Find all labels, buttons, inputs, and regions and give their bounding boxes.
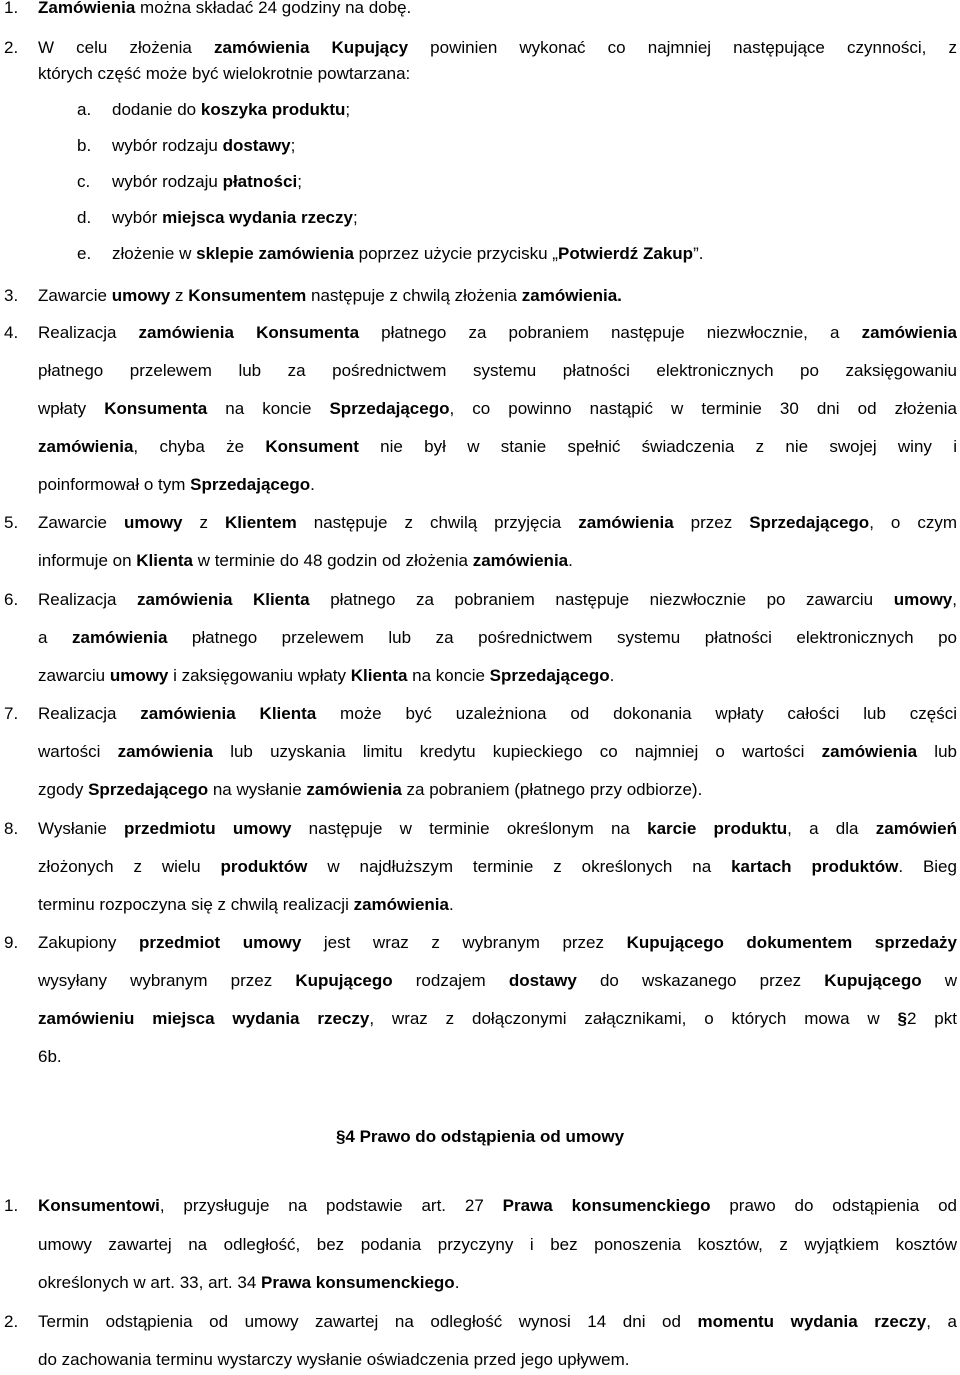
- bold-term: Klienta: [350, 666, 408, 685]
- bold-term: Sprzedającego: [329, 399, 450, 418]
- sub-item-letter: a.: [77, 100, 92, 119]
- text-run: ;: [297, 172, 302, 191]
- list-item-3-line: [38, 286, 622, 306]
- text-run: wartości: [38, 742, 118, 761]
- bold-term: sklepie zamówienia: [196, 244, 354, 263]
- withdrawal-item-2-line: [38, 1350, 630, 1370]
- text-run: , chyba że: [133, 437, 266, 456]
- bold-term: Kupującego: [824, 971, 922, 990]
- text-run: na koncie: [407, 666, 490, 685]
- text-run: , przysługuje na podstawie art. 27: [159, 1196, 503, 1215]
- text-run: Zakupiony: [38, 933, 139, 952]
- text-run: w: [921, 971, 957, 990]
- text-run: z: [170, 286, 189, 305]
- bold-term: Zamówienia: [38, 0, 136, 17]
- text-run: lub uzyskania limitu kredytu kupieckiego co najmniej o wartości: [212, 742, 822, 761]
- text-run: których część może być wielokrotnie powtarzana:: [38, 64, 411, 83]
- text-run: ,: [952, 590, 957, 609]
- list-item-4-line: [38, 437, 957, 457]
- list-item-6-number: 6.: [4, 590, 19, 609]
- text-run: ;: [290, 136, 296, 155]
- list-item-9-line: [38, 1009, 957, 1029]
- text-run: .: [310, 475, 315, 494]
- bold-term: Kupującego: [295, 971, 393, 990]
- text-run: na wysłanie: [208, 780, 307, 799]
- withdrawal-item-1-line: [38, 1235, 957, 1255]
- bold-term: karcie produktu: [647, 819, 788, 838]
- list-item-6-line: [38, 666, 614, 686]
- text-run: płatnego przelewem lub za pośrednictwem systemu płatności elektronicznych po: [167, 628, 957, 647]
- list-item-2-line: [38, 64, 410, 84]
- bold-term: przedmiotu umowy: [124, 819, 292, 838]
- text-run: Realizacja: [38, 704, 141, 723]
- bold-term: koszyka produktu: [200, 100, 346, 119]
- text-run: zawarciu: [38, 666, 110, 685]
- withdrawal-item-2-number: 2.: [4, 1312, 19, 1331]
- text-run: powinien wykonać co najmniej następujące czynności, z: [408, 38, 957, 57]
- text-run: rodzajem: [392, 971, 509, 990]
- sub-item-letter: b.: [77, 136, 92, 155]
- bold-term: zamówienia Konsumenta: [138, 323, 360, 342]
- list-item-5-number: 5.: [4, 513, 19, 532]
- text-run: . Bieg: [898, 857, 957, 876]
- text-run: zgody: [38, 780, 89, 799]
- withdrawal-item-1-number: 1.: [4, 1196, 19, 1215]
- text-run: W celu złożenia: [38, 38, 214, 57]
- list-item-4-line: [38, 323, 957, 343]
- text-run: w terminie do 48 godzin od złożenia: [192, 551, 473, 570]
- sub-item-text: [112, 244, 703, 264]
- bold-term: zamówienia: [71, 628, 168, 647]
- text-run: , wraz z dołączonymi załącznikami, o których mowa w: [369, 1009, 898, 1028]
- list-item-7-line: [38, 704, 957, 724]
- sub-item-text: [112, 100, 350, 120]
- bold-term: §: [897, 1009, 907, 1028]
- text-run: z: [182, 513, 225, 532]
- bold-term: miejsca wydania rzeczy: [162, 208, 353, 227]
- text-run: , a: [926, 1312, 957, 1331]
- bold-term: Konsument: [265, 437, 359, 456]
- text-run: ;: [352, 208, 358, 227]
- bold-term: umowy: [109, 666, 169, 685]
- text-run: określonych w art. 33, art. 34: [38, 1273, 261, 1292]
- bold-term: umowy: [123, 513, 183, 532]
- bold-term: zamówienia: [117, 742, 213, 761]
- text-run: Wysłanie: [38, 819, 125, 838]
- text-run: prawo do odstąpienia od: [710, 1196, 957, 1215]
- text-run: dodanie do: [112, 100, 201, 119]
- text-run: do zachowania terminu wystarczy wysłanie oświadczenia przed jego upływem.: [38, 1350, 630, 1369]
- bold-term: zamówienia: [472, 551, 569, 570]
- list-item-2-number: 2.: [4, 38, 19, 57]
- list-item-4-line: [38, 399, 957, 419]
- text-run: informuje on: [38, 551, 137, 570]
- text-run: złożonych z wielu: [38, 857, 221, 876]
- text-run: na koncie: [207, 399, 330, 418]
- bold-term: Sprzedającego: [489, 666, 610, 685]
- sub-item-text: [112, 172, 302, 192]
- bold-term: umowy: [893, 590, 953, 609]
- bold-term: zamówienia Klienta: [136, 590, 310, 609]
- bold-term: zamówień: [875, 819, 957, 838]
- text-run: Zawarcie: [38, 286, 112, 305]
- bold-term: dostawy: [222, 136, 291, 155]
- bold-term: umowy: [111, 286, 171, 305]
- list-item-6-line: [38, 590, 957, 610]
- list-item-9-line: [38, 1047, 62, 1067]
- list-item-7-number: 7.: [4, 704, 19, 723]
- bold-term: Prawa konsumenckiego: [261, 1273, 455, 1292]
- bold-term: zamówieniu miejsca wydania rzeczy: [38, 1009, 370, 1028]
- list-item-9-number: 9.: [4, 933, 19, 952]
- list-item-8-line: [38, 895, 454, 915]
- text-run: złożenie w: [112, 244, 197, 263]
- withdrawal-item-2-line: [38, 1312, 957, 1332]
- bold-term: zamówienia: [38, 437, 134, 456]
- text-run: wpłaty: [38, 399, 105, 418]
- list-item-1-number: 1.: [4, 0, 19, 17]
- text-run: , co powinno nastąpić w terminie 30 dni od złożenia: [449, 399, 957, 418]
- list-item-9-line: [38, 933, 957, 953]
- bold-term: przedmiot umowy: [139, 933, 302, 952]
- bold-term: Sprzedającego: [190, 475, 311, 494]
- sub-item-text: [112, 136, 295, 156]
- text-run: ;: [345, 100, 351, 119]
- text-run: następuje w terminie określonym na: [291, 819, 648, 838]
- bold-term: zamówienia: [306, 780, 402, 799]
- list-item-4-number: 4.: [4, 323, 19, 342]
- list-item-2-line: [38, 38, 957, 58]
- text-run: .: [609, 666, 615, 685]
- text-run: do wskazanego przez: [576, 971, 825, 990]
- text-run: poinformował o tym: [38, 475, 191, 494]
- bold-term: zamówienia.: [521, 286, 622, 305]
- text-run: może być uzależniona od dokonania wpłaty całości lub części: [316, 704, 957, 723]
- text-run: Zawarcie: [38, 513, 124, 532]
- text-run: 2 pkt: [907, 1009, 957, 1028]
- text-run: , a dla: [787, 819, 876, 838]
- text-run: .: [454, 1273, 460, 1292]
- text-run: wybór rodzaju: [112, 136, 223, 155]
- list-item-8-number: 8.: [4, 819, 19, 838]
- text-run: za pobraniem (płatnego przy odbiorze).: [401, 780, 703, 799]
- text-run: następuje z chwilą przyjęcia: [296, 513, 579, 532]
- sub-item-letter: e.: [77, 244, 92, 263]
- bold-term: Konsumenta: [104, 399, 208, 418]
- withdrawal-item-1-line: [38, 1273, 459, 1293]
- text-run: wybór: [112, 208, 163, 227]
- bold-term: momentu wydania rzeczy: [697, 1312, 927, 1331]
- text-run: wysyłany wybranym przez: [38, 971, 296, 990]
- text-run: można składać 24 godziny na dobę.: [135, 0, 412, 17]
- text-run: następuje z chwilą złożenia: [306, 286, 522, 305]
- list-item-7-line: [38, 742, 957, 762]
- sub-item-letter: c.: [77, 172, 91, 191]
- bold-term: Konsumentem: [188, 286, 307, 305]
- text-run: lub: [917, 742, 957, 761]
- bold-term: dostawy: [508, 971, 577, 990]
- bold-term: zamówienia Kupujący: [213, 38, 409, 57]
- list-item-6-line: [38, 628, 957, 648]
- list-item-1-line: [38, 0, 411, 18]
- list-item-5-line: [38, 551, 573, 571]
- text-run: płatnego za pobraniem następuje niezwłocznie po zawarciu: [309, 590, 894, 609]
- text-run: umowy zawartej na odległość, bez podania przyczyny i bez ponoszenia kosztów, z wyjątkiem kosztów: [38, 1235, 957, 1254]
- bold-term: Kupującego dokumentem sprzedaży: [626, 933, 957, 952]
- bold-term: Sprzedającego: [749, 513, 870, 532]
- text-run: Realizacja: [38, 590, 137, 609]
- bold-term: Potwierdź Zakup: [557, 244, 694, 263]
- text-run: , o czym: [869, 513, 957, 532]
- list-item-4-line: [38, 475, 315, 495]
- bold-term: Prawa konsumenckiego: [502, 1196, 711, 1215]
- bold-term: zamówienia: [861, 323, 957, 342]
- sub-item-letter: d.: [77, 208, 92, 227]
- text-run: jest wraz z wybranym przez: [301, 933, 627, 952]
- text-run: wybór rodzaju: [112, 172, 223, 191]
- text-run: ”.: [693, 244, 704, 263]
- bold-term: Klienta: [136, 551, 193, 570]
- bold-term: Konsumentowi: [38, 1196, 160, 1215]
- text-run: przez: [673, 513, 750, 532]
- section-heading: §4 Prawo do odstąpienia od umowy: [335, 1127, 625, 1146]
- bold-term: płatności: [222, 172, 298, 191]
- list-item-3-number: 3.: [4, 286, 19, 305]
- text-run: płatnego przelewem lub za pośrednictwem systemu płatności elektronicznych po zaksięgowaniu: [38, 361, 957, 380]
- text-run: nie był w stanie spełnić świadczenia z nie swojej winy i: [358, 437, 957, 456]
- list-item-5-line: [38, 513, 957, 533]
- text-run: a: [38, 628, 72, 647]
- list-item-4-line: [38, 361, 957, 381]
- bold-term: zamówienia: [578, 513, 674, 532]
- sub-item-text: [112, 208, 358, 228]
- bold-term: kartach produktów: [731, 857, 899, 876]
- text-run: w najdłuższym terminie z określonych na: [307, 857, 732, 876]
- text-run: płatnego za pobraniem następuje niezwłocznie, a: [359, 323, 862, 342]
- list-item-9-line: [38, 971, 957, 991]
- text-run: Termin odstąpienia od umowy zawartej na odległość wynosi 14 dni od: [38, 1312, 698, 1331]
- list-item-8-line: [38, 857, 957, 877]
- bold-term: zamówienia: [353, 895, 449, 914]
- bold-term: produktów: [220, 857, 308, 876]
- bold-term: zamówienia Klienta: [140, 704, 317, 723]
- list-item-8-line: [38, 819, 957, 839]
- text-run: .: [448, 895, 454, 914]
- text-run: 6b.: [38, 1047, 62, 1066]
- list-item-7-line: [38, 780, 702, 800]
- text-run: i zaksięgowaniu wpłaty: [168, 666, 351, 685]
- bold-term: Klientem: [224, 513, 297, 532]
- bold-term: Sprzedającego: [88, 780, 209, 799]
- text-run: .: [568, 551, 573, 570]
- text-run: Realizacja: [38, 323, 139, 342]
- text-run: poprzez użycie przycisku „: [353, 244, 558, 263]
- withdrawal-item-1-line: [38, 1196, 957, 1216]
- bold-term: zamówienia: [821, 742, 918, 761]
- text-run: terminu rozpoczyna się z chwilą realizacji: [38, 895, 354, 914]
